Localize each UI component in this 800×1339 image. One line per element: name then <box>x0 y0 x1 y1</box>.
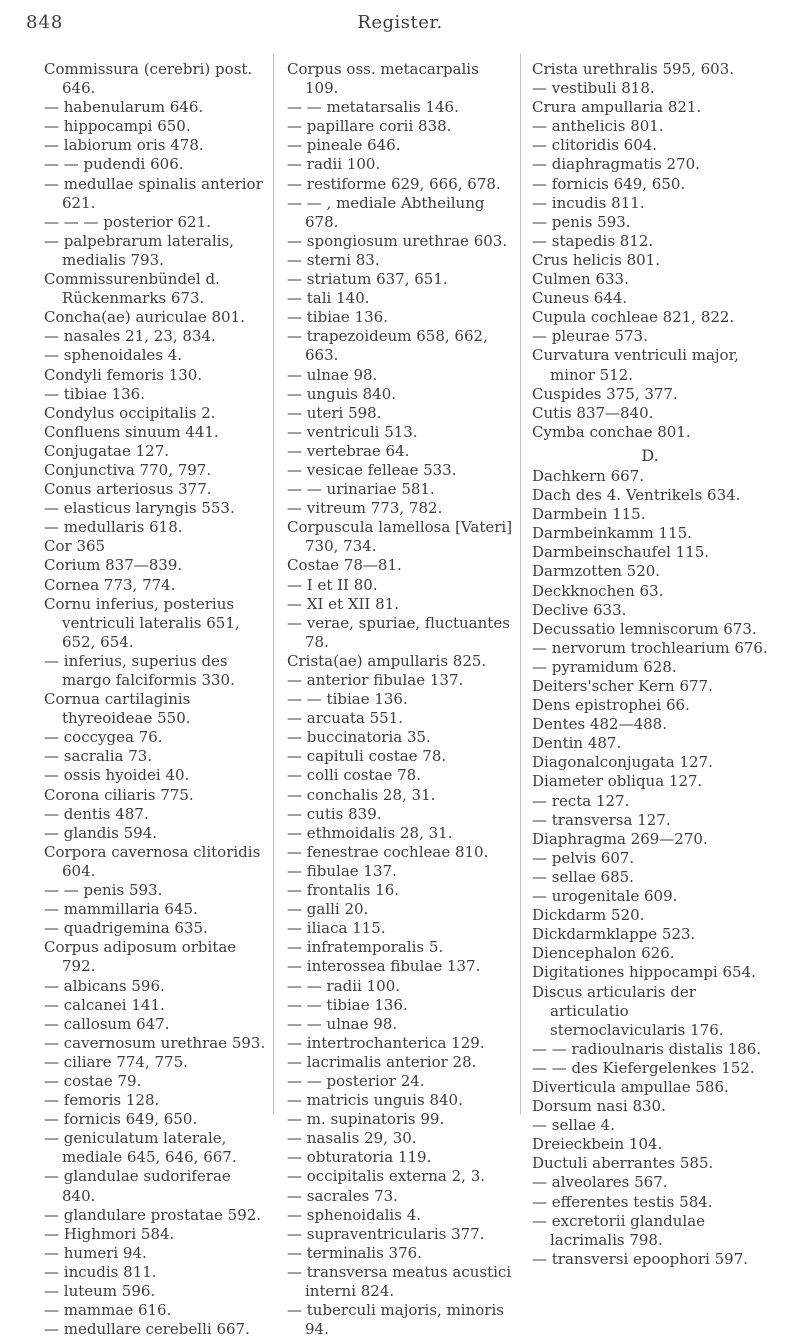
index-entry: — supraventricularis 377. <box>287 1224 485 1243</box>
index-entry: — matricis unguis 840. <box>287 1091 463 1110</box>
index-entry: — luteum 596. <box>44 1282 156 1300</box>
index-entry: — buccinatoria 35. <box>287 728 431 747</box>
index-entry: — alveolares 567. <box>532 1173 668 1192</box>
index-entry: — fenestrae cochleae 810. <box>287 842 489 861</box>
index-entry: — obturatoria 119. <box>287 1148 432 1167</box>
index-entry: — palpebrarum lateralis, medialis 793. <box>44 231 234 269</box>
index-entry: Cupula cochleae 821, 822. <box>532 308 735 327</box>
index-entry: — radii 100. <box>287 155 381 174</box>
index-entry: — efferentes testis 584. <box>532 1192 713 1211</box>
index-entry: — striatum 637, 651. <box>287 270 448 289</box>
index-entry: — habenularum 646. <box>44 98 204 117</box>
index-entry: Declive 633. <box>532 600 627 619</box>
index-entry: Costae 78—81. <box>287 556 402 575</box>
index-entry: — nasalis 29, 30. <box>287 1129 417 1148</box>
index-entry: — fibulae 137. <box>287 861 397 880</box>
index-entry: — transversa meatus acustici interni 824. <box>287 1262 512 1300</box>
section-letter: D. <box>641 445 659 465</box>
index-entry: Corpuscula lamellosa [Vateri] 730, 734. <box>287 518 513 556</box>
index-entry: — papillare corii 838. <box>287 117 452 136</box>
index-entry: — glandis 594. <box>44 823 158 842</box>
index-entry: — excretorii glandulae lacrimalis 798. <box>532 1211 706 1249</box>
index-entry: — XI et XII 81. <box>287 594 399 613</box>
page-title: Register. <box>357 12 443 33</box>
index-entry: — fornicis 649, 650. <box>532 174 686 193</box>
index-entry: Darmbein 115. <box>532 505 646 524</box>
index-entry: — — , mediale Abtheilung 678. <box>287 193 485 231</box>
index-entry: — — des Kiefergelenkes 152. <box>532 1058 755 1077</box>
index-entry: Dickdarmklappe 523. <box>532 925 696 944</box>
index-entry: — pyramidum 628. <box>532 657 677 676</box>
index-entry: — costae 79. <box>44 1071 142 1090</box>
index-entry: Curvatura ventriculi major, minor 512. <box>532 346 739 384</box>
index-entry: — unguis 840. <box>287 384 397 403</box>
index-entry: — intertrochanterica 129. <box>287 1033 485 1052</box>
index-entry: — medullae spinalis anterior 621. <box>44 174 263 212</box>
index-entry: — — tibiae 136. <box>287 995 408 1014</box>
index-entry: Cornua cartilaginis thyreoideae 550. <box>44 690 191 728</box>
index-entry: — glandulae sudoriferae 840. <box>44 1167 231 1205</box>
index-entry: Dorsum nasi 830. <box>532 1097 666 1116</box>
index-entry: — — metatarsalis 146. <box>287 98 459 117</box>
index-entry: — penis 593. <box>532 212 631 231</box>
index-entry: Dentin 487. <box>532 734 622 753</box>
index-entry: — albicans 596. <box>44 976 165 995</box>
index-entry: — sellae 4. <box>532 1116 615 1135</box>
index-entry: — calcanei 141. <box>44 995 165 1014</box>
index-entry: — mammillaria 645. <box>44 900 198 919</box>
index-entry: Deckknochen 63. <box>532 581 664 600</box>
index-entry: Diencephalon 626. <box>532 944 675 963</box>
index-entry: — labiorum oris 478. <box>44 136 204 155</box>
column-divider <box>273 54 274 1114</box>
index-entry: — — posterior 24. <box>287 1071 425 1090</box>
index-entry: Corpus adiposum orbitae 792. <box>44 938 237 976</box>
index-entry: — arcuata 551. <box>287 709 404 728</box>
index-entry: Concha(ae) auriculae 801. <box>44 308 245 327</box>
index-entry: — pleurae 573. <box>532 327 648 346</box>
index-entry: — incudis 811. <box>532 193 645 212</box>
index-entry: — — pudendi 606. <box>44 155 184 174</box>
page-number: 848 <box>26 12 64 33</box>
index-entry: — terminalis 376. <box>287 1243 422 1262</box>
index-entry: Darmbeinkamm 115. <box>532 524 692 543</box>
index-entry: — humeri 94. <box>44 1243 147 1262</box>
index-entry: Diverticula ampullae 586. <box>532 1077 729 1096</box>
index-entry: — medullaris 618. <box>44 518 183 537</box>
index-entry: — sphenoidalis 4. <box>287 1205 422 1224</box>
index-entry: — clitoridis 604. <box>532 136 658 155</box>
index-entry: — — ulnae 98. <box>287 1014 398 1033</box>
index-entry: — nasales 21, 23, 834. <box>44 327 216 346</box>
index-entry: — pineale 646. <box>287 136 401 155</box>
index-entry: Decussatio lemniscorum 673. <box>532 619 757 638</box>
index-entry: — diaphragmatis 270. <box>532 155 700 174</box>
index-entry: — vestibuli 818. <box>532 79 655 98</box>
index-entry: — dentis 487. <box>44 804 149 823</box>
index-entry: Darmzotten 520. <box>532 562 661 581</box>
column-divider <box>520 54 521 1114</box>
index-entry: — — tibiae 136. <box>287 690 408 709</box>
index-entry: — coccygea 76. <box>44 728 163 747</box>
index-entry: — sterni 83. <box>287 250 380 269</box>
index-entry: — geniculatum laterale, mediale 645, 646, 667. <box>44 1129 237 1167</box>
index-entry: — — — posterior 621. <box>44 212 211 231</box>
index-entry: — pelvis 607. <box>532 848 635 867</box>
index-entry: — tibiae 136. <box>287 308 388 327</box>
index-entry: Conus arteriosus 377. <box>44 480 212 499</box>
index-entry: — vitreum 773, 782. <box>287 499 443 518</box>
index-entry: — — radioulnaris distalis 186. <box>532 1039 762 1058</box>
index-entry: — galli 20. <box>287 900 369 919</box>
index-entry: Dens epistrophei 66. <box>532 696 690 715</box>
index-entry: Commissurenbündel d. Rückenmarks 673. <box>44 270 220 308</box>
index-entry: — I et II 80. <box>287 575 378 594</box>
index-entry: — frontalis 16. <box>287 881 400 900</box>
index-entry: — — penis 593. <box>44 881 163 900</box>
index-entry: Diameter obliqua 127. <box>532 772 703 791</box>
index-entry: — vesicae felleae 533. <box>287 460 457 479</box>
index-entry: Crista urethralis 595, 603. <box>532 60 735 78</box>
index-entry: Corona ciliaris 775. <box>44 785 194 804</box>
index-column-3 <box>532 60 768 1269</box>
index-entry: — tibiae 136. <box>44 384 145 403</box>
index-entry: Cymba conchae 801. <box>532 422 691 441</box>
index-entry: — sellae 685. <box>532 867 634 886</box>
index-entry: — inferius, superius des margo falciformis 330. <box>44 651 235 689</box>
index-entry: — elasticus laryngis 553. <box>44 499 235 518</box>
index-entry: Dickdarm 520. <box>532 906 645 925</box>
index-entry: Ductuli aberrantes 585. <box>532 1154 714 1173</box>
index-entry: — occipitalis externa 2, 3. <box>287 1167 486 1186</box>
index-entry: — recta 127. <box>532 791 630 810</box>
index-entry: Commissura (cerebri) post. 646. <box>44 60 253 98</box>
index-entry: Crus helicis 801. <box>532 250 660 269</box>
index-entry: — uteri 598. <box>287 403 382 422</box>
index-entry: — iliaca 115. <box>287 919 386 938</box>
index-entry: — glandulare prostatae 592. <box>44 1205 262 1224</box>
index-entry: — m. supinatoris 99. <box>287 1110 445 1129</box>
index-entry: — incudis 811. <box>44 1262 157 1281</box>
index-entry: Dentes 482—488. <box>532 715 667 734</box>
index-entry: Cutis 837—840. <box>532 403 654 422</box>
index-entry: Diaphragma 269—270. <box>532 829 708 848</box>
index-entry: — transversa 127. <box>532 810 671 829</box>
index-entry: Discus articularis der articulatio sternoclavicularis 176. <box>532 982 724 1039</box>
index-entry: — ethmoidalis 28, 31. <box>287 823 453 842</box>
index-entry: — transversi epoophori 597. <box>532 1249 749 1268</box>
index-entry: Confluens sinuum 441. <box>44 422 219 441</box>
index-entry: — ventriculi 513. <box>287 422 418 441</box>
index-entry: Conjunctiva 770, 797. <box>44 460 212 479</box>
index-entry: Darmbeinschaufel 115. <box>532 543 710 562</box>
index-entry: — infratemporalis 5. <box>287 938 444 957</box>
index-entry: — Highmori 584. <box>44 1224 175 1243</box>
index-column-2 <box>287 60 513 1339</box>
index-entry: Condylus occipitalis 2. <box>44 403 216 422</box>
index-entry: — sacralia 73. <box>44 747 153 766</box>
index-entry: — conchalis 28, 31. <box>287 785 436 804</box>
index-entry: — cutis 839. <box>287 804 382 823</box>
index-entry: Cor 365 <box>44 537 106 556</box>
index-entry: — ossis hyoidei 40. <box>44 766 190 785</box>
index-entry: — urogenitale 609. <box>532 887 678 906</box>
index-entry: Culmen 633. <box>532 270 629 289</box>
index-entry: — sphenoidales 4. <box>44 346 183 365</box>
index-entry: — — urinariae 581. <box>287 480 435 499</box>
index-entry: — anthelicis 801. <box>532 117 664 136</box>
index-entry: Dach des 4. Ventrikels 634. <box>532 486 741 505</box>
index-entry: Cuspides 375, 377. <box>532 384 678 403</box>
index-entry: — nervorum trochlearium 676. <box>532 638 768 657</box>
index-entry: — cavernosum urethrae 593. <box>44 1033 266 1052</box>
index-entry: — fornicis 649, 650. <box>44 1110 198 1129</box>
index-entry: Cuneus 644. <box>532 289 628 308</box>
index-entry: Diagonalconjugata 127. <box>532 753 713 772</box>
index-entry: Crista(ae) ampullaris 825. <box>287 651 487 670</box>
index-entry: Corpus oss. metacarpalis 109. <box>287 60 479 98</box>
index-entry: — colli costae 78. <box>287 766 421 785</box>
index-column-1 <box>44 60 266 1339</box>
index-entry: — ulnae 98. <box>287 365 378 384</box>
index-entry: Crura ampullaria 821. <box>532 98 702 117</box>
index-entry: Corium 837—839. <box>44 556 183 575</box>
index-entry: — tuberculi majoris, minoris 94. <box>287 1301 504 1339</box>
index-entry: Cornu inferius, posterius ventriculi lateralis 651, 652, 654. <box>44 594 240 651</box>
index-entry: — femoris 128. <box>44 1091 160 1110</box>
index-entry: — quadrigemina 635. <box>44 919 208 938</box>
index-entry: Dachkern 667. <box>532 466 644 485</box>
index-entry: Dreieckbein 104. <box>532 1135 663 1154</box>
index-entry: — mammae 616. <box>44 1301 172 1320</box>
index-entry: Condyli femoris 130. <box>44 365 203 384</box>
index-entry: — medullare cerebelli 667. <box>44 1320 250 1339</box>
index-entry: Deiters'scher Kern 677. <box>532 677 713 695</box>
index-entry: — sacrales 73. <box>287 1186 398 1205</box>
index-entry: — hippocampi 650. <box>44 117 191 136</box>
index-entry: — lacrimalis anterior 28. <box>287 1052 477 1071</box>
index-entry: — restiforme 629, 666, 678. <box>287 174 501 193</box>
index-entry: — capituli costae 78. <box>287 747 447 766</box>
index-entry: — anterior fibulae 137. <box>287 671 464 689</box>
index-entry: — stapedis 812. <box>532 231 654 250</box>
index-entry: — vertebrae 64. <box>287 441 410 460</box>
index-entry: — verae, spuriae, fluctuantes 78. <box>287 613 510 651</box>
index-entry: — spongiosum urethrae 603. <box>287 231 508 250</box>
index-entry: — interossea fibulae 137. <box>287 957 481 976</box>
index-entry: Digitationes hippocampi 654. <box>532 963 756 982</box>
index-entry: — — radii 100. <box>287 976 401 995</box>
index-entry: — ciliare 774, 775. <box>44 1052 188 1071</box>
index-entry: Cornea 773, 774. <box>44 575 176 594</box>
index-entry: — tali 140. <box>287 289 370 308</box>
index-entry: Corpora cavernosa clitoridis 604. <box>44 842 261 880</box>
index-entry: Conjugatae 127. <box>44 441 170 460</box>
index-entry: — callosum 647. <box>44 1014 170 1033</box>
index-entry: — trapezoideum 658, 662, 663. <box>287 327 488 365</box>
